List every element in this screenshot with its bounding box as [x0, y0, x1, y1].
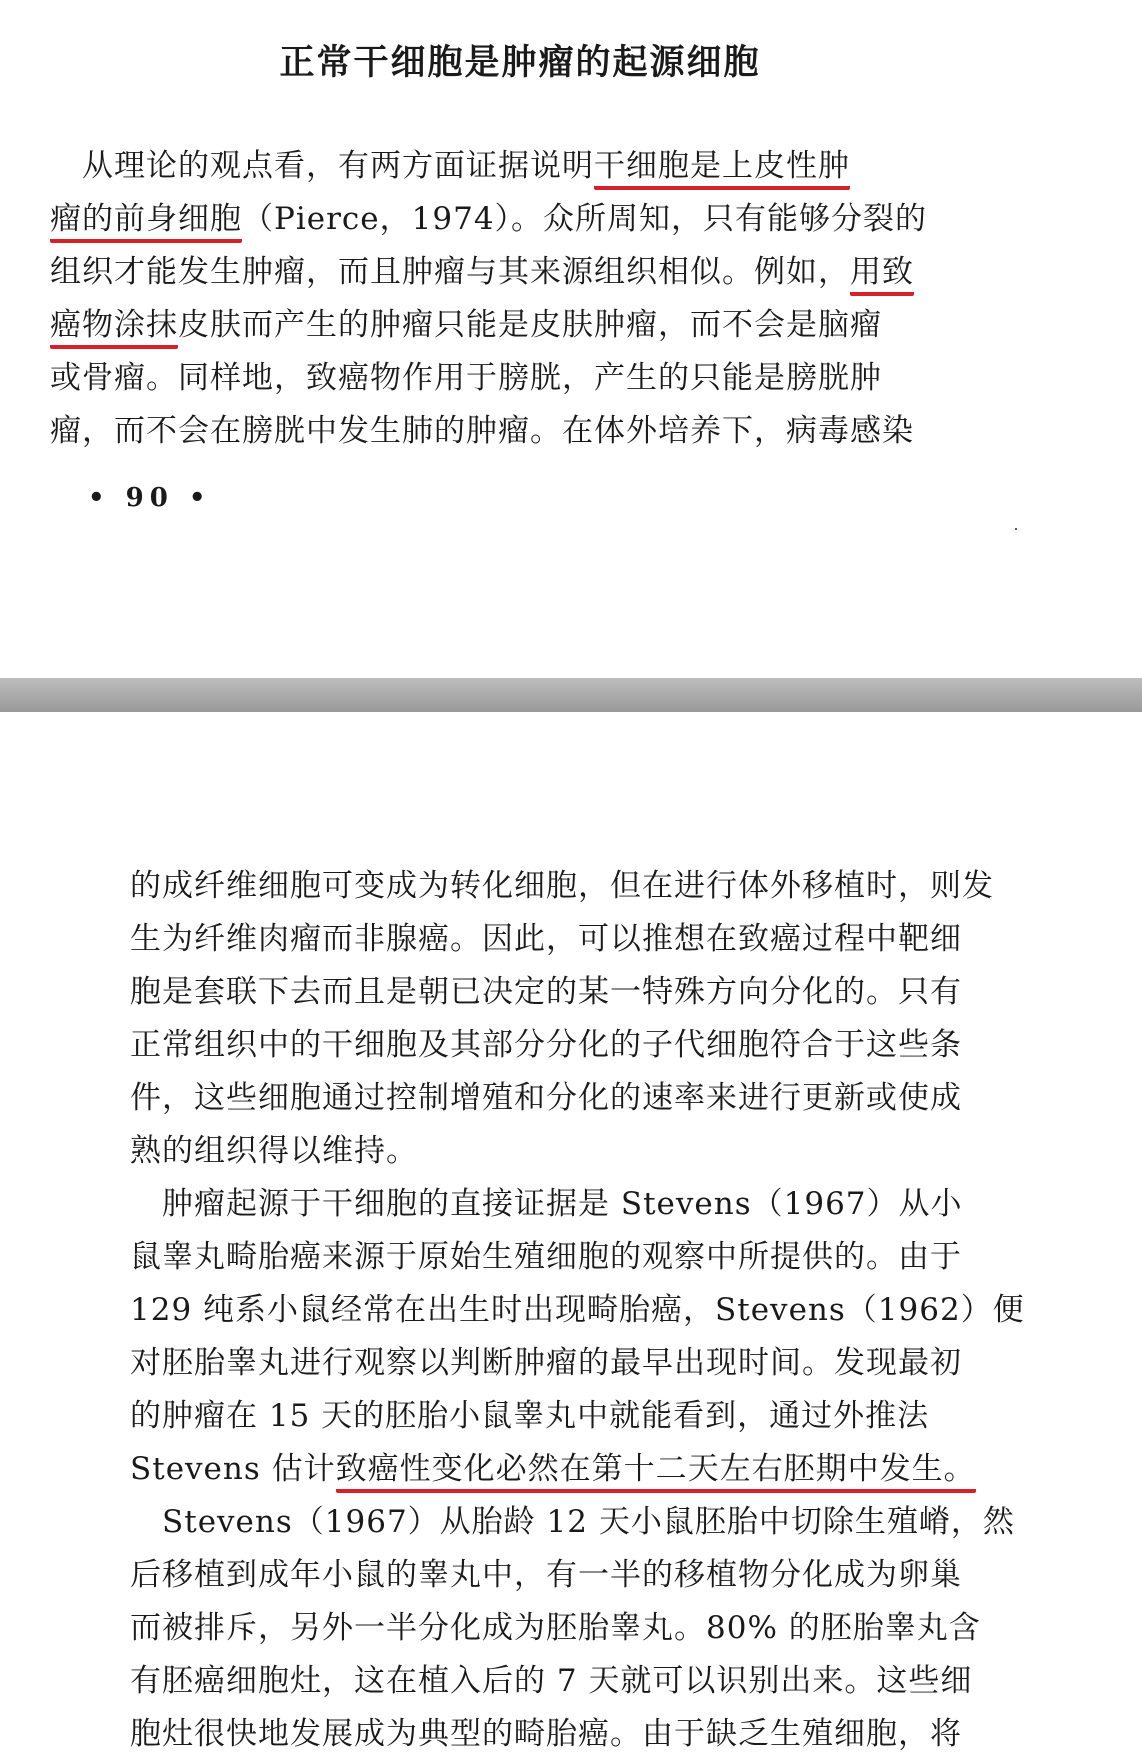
- text-line: [130, 1178, 1070, 1231]
- text-segment: 的肿瘤在 15 天的胚胎小鼠睾丸中就能看到，通过外推法: [130, 1398, 930, 1434]
- highlighted-text: 干细胞是上皮性肿: [594, 148, 850, 190]
- text-segment: 组织才能发生肿瘤，而且肿瘤与其来源组织相似。例如，: [50, 254, 850, 290]
- text-segment: 的成纤维细胞可变成为转化细胞，但在进行体外移植时，则发: [130, 868, 994, 904]
- text-segment: 有胚癌细胞灶，这在植入后的 7 天就可以识别出来。这些细: [130, 1663, 973, 1699]
- text-segment: Stevens 估计: [130, 1451, 336, 1487]
- text-line: [130, 1390, 1070, 1443]
- text-segment: 胞灶很快地发展成为典型的畸胎癌。由于缺乏生殖细胞，将: [130, 1716, 962, 1752]
- page-separator: [0, 678, 1142, 712]
- text-segment: 鼠睾丸畸胎癌来源于原始生殖细胞的观察中所提供的。由于: [130, 1239, 962, 1275]
- highlighted-text: 用致: [850, 254, 914, 296]
- text-line: [130, 1337, 1070, 1390]
- text-line: [50, 193, 980, 246]
- text-line: [50, 299, 980, 352]
- text-line: [130, 1125, 1070, 1178]
- section-title: 正常干细胞是肿瘤的起源细胞: [279, 42, 761, 83]
- text-line: [50, 405, 980, 458]
- highlighted-text: 癌物涂抹: [50, 307, 178, 349]
- text-line: [50, 140, 980, 193]
- text-segment: 肿瘤起源于干细胞的直接证据是 Stevens（1967）从小: [130, 1186, 963, 1222]
- text-segment: 熟的组织得以维持。: [130, 1133, 418, 1169]
- page-number: • 90 •: [88, 483, 212, 513]
- text-segment: 正常组织中的干细胞及其部分分化的子代细胞符合于这些条: [130, 1027, 962, 1063]
- text-segment: 而被排斥，另外一半分化成为胚胎睾丸。80% 的胚胎睾丸含: [130, 1610, 981, 1646]
- text-line: [130, 1019, 1070, 1072]
- text-line: [130, 1443, 1070, 1496]
- text-segment: 皮肤而产生的肿瘤只能是皮肤肿瘤，而不会是脑瘤: [178, 307, 882, 343]
- text-segment: 从理论的观点看，有两方面证据说明: [50, 148, 594, 184]
- top-paragraph: [50, 140, 980, 458]
- text-line: [50, 352, 980, 405]
- text-line: [130, 860, 1070, 913]
- text-segment: Stevens（1967）从胎龄 12 天小鼠胚胎中切除生殖嵴，然: [130, 1504, 1015, 1540]
- text-segment: 胞是套联下去而且是朝已决定的某一特殊方向分化的。只有: [130, 974, 962, 1010]
- text-line: [50, 246, 980, 299]
- text-line: [130, 1602, 1070, 1655]
- bottom-paragraphs: [130, 860, 1070, 1761]
- text-line: [130, 913, 1070, 966]
- text-line: [130, 1284, 1070, 1337]
- top-page: [0, 0, 1142, 678]
- text-line: [130, 1231, 1070, 1284]
- text-segment: 129 纯系小鼠经常在出生时出现畸胎癌，Stevens（1962）便: [130, 1292, 1025, 1328]
- text-segment: 件，这些细胞通过控制增殖和分化的速率来进行更新或使成: [130, 1080, 962, 1116]
- text-segment: 对胚胎睾丸进行观察以判断肿瘤的最早出现时间。发现最初: [130, 1345, 962, 1381]
- text-line: [130, 1072, 1070, 1125]
- text-line: [130, 1496, 1070, 1549]
- text-segment: 瘤，而不会在膀胱中发生肺的肿瘤。在体外培养下，病毒感染: [50, 413, 914, 449]
- text-line: [130, 966, 1070, 1019]
- highlighted-text: 致癌性变化必然在第十二天左右胚期中发生。: [336, 1451, 976, 1493]
- text-line: [130, 1708, 1070, 1761]
- text-line: [130, 1655, 1070, 1708]
- text-segment: （Pierce，1974）。众所周知，只有能够分裂的: [242, 201, 928, 237]
- text-segment: 或骨瘤。同样地，致癌物作用于膀胱，产生的只能是膀胱肿: [50, 360, 882, 396]
- text-segment: 后移植到成年小鼠的睾丸中，有一半的移植物分化成为卵巢: [130, 1557, 962, 1593]
- scan-speck: [1015, 528, 1017, 530]
- highlighted-text: 瘤的前身细胞: [50, 201, 242, 243]
- text-line: [130, 1549, 1070, 1602]
- text-segment: 生为纤维肉瘤而非腺癌。因此，可以推想在致癌过程中靶细: [130, 921, 962, 957]
